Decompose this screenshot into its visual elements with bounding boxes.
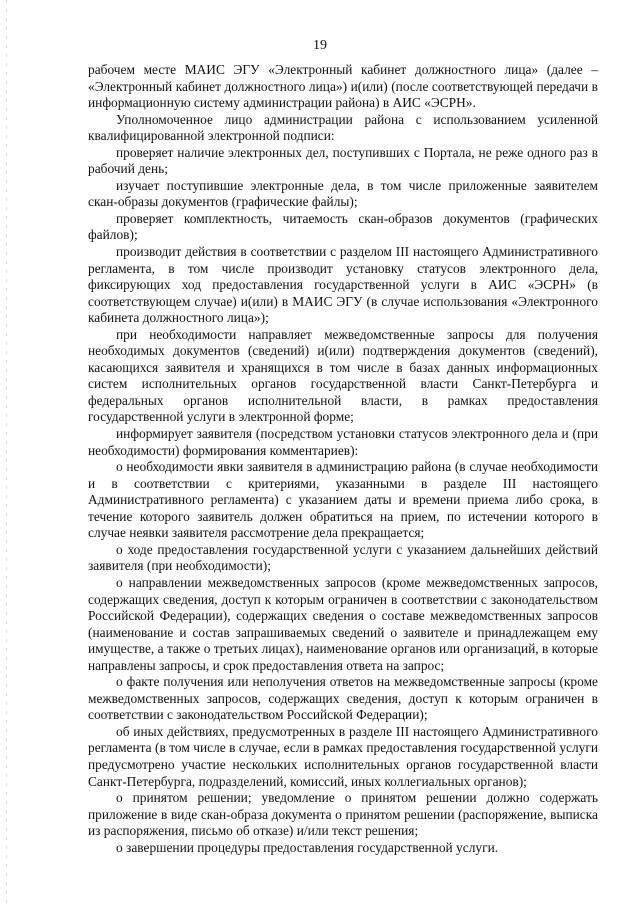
paragraph: о завершении процедуры предоставления государственной услуги.	[116, 839, 499, 855]
paragraph: проверяет комплектность, читаемость скан-образов документов (графических файлов);	[88, 210, 598, 243]
paragraph: о принятом решении; уведомление о принятом решении должно содержать приложение в виде скан-образа документа о принятом решении (распоряжение, выписка из распоряжения, письмо об отказе) и/или текст решения;	[88, 790, 598, 839]
paragraph: Уполномоченное лицо администрации района с использованием усиленной квалифицированной электронной подписи:	[88, 111, 598, 144]
document-body	[88, 62, 598, 856]
paragraph: изучает поступившие электронные дела, в том числе приложенные заявителем скан-образы документов (графические файлы);	[88, 177, 598, 210]
paragraph: о ходе предоставления государственной услуги с указанием дальнейших действий заявителя (при необходимости);	[88, 541, 598, 574]
paragraph: при необходимости направляет межведомственные запросы для получения необходимых документов (сведений) и(или) подтверждения документов (сведений), касающихся заявителя и хранящихся в том числе в базах данных информационных систем исполнительных органов государственной власти Санкт-Петербурга и федеральных органов исполнительной власти, в рамках предоставления государственной услуги в электронной форме;	[88, 326, 598, 425]
page-number: 19	[313, 38, 327, 53]
paragraph: производит действия в соответствии с разделом III настоящего Административного регламента, в том числе производит установку статусов электронного дела, фиксирующих ход предоставления государственной услуги в АИС «ЭСРН» (в соответствующем случае) и(или) в МАИС ЭГУ (в случае использования «Электронного кабинета должностного лица»);	[88, 244, 598, 326]
scan-edge-artifact	[6, 0, 7, 905]
paragraph: о необходимости явки заявителя в администрацию района (в случае необходимости и в соответствии с критериями, указанными в разделе III настоящего Административного регламента) с указанием даты и времени приема либо срока, в течение которого заявитель должен обратиться на прием, по истечении которого в случае неявки заявителя рассмотрение дела прекращается;	[88, 459, 598, 541]
paragraph: информирует заявителя (посредством установки статусов электронного дела и (при необходимости) формирования комментариев):	[88, 426, 598, 458]
paragraph: об иных действиях, предусмотренных в разделе III настоящего Административного регламента (в том числе в случае, если в рамках предоставления государственной услуги предусмотрено участие нескольких исполнительных органов государственной власти Санкт-Петербурга, подразделений, комиссий, иных коллегиальных органов);	[88, 723, 598, 789]
paragraph: проверяет наличие электронных дел, поступивших с Портала, не реже одного раз в рабочий день;	[88, 144, 598, 177]
paragraph-continuation: рабочем месте МАИС ЭГУ «Электронный кабинет должностного лица» (далее – «Электронный кабинет должностного лица») и(или) (после соответствующей передачи в информационную систему администрации района) в АИС «ЭСРН».	[88, 62, 598, 111]
paragraph: о факте получения или неполучения ответов на межведомственные запросы (кроме межведомственных запросов, содержащих сведения, доступ к которым ограничен в соответствии с законодательством Российской Федерации);	[88, 674, 598, 723]
paragraph: о направлении межведомственных запросов (кроме межведомственных запросов, содержащих сведения, доступ к которым ограничен в соответствии с законодательством Российской Федерации), содержащих сведения о составе межведомственных запросов (наименование и состав запрашиваемых сведений о заявителе и принадлежащем ему имуществе, а также о третьих лицах), наименование органов или организаций, в которые направлены запросы, и срок предоставления ответа на запрос;	[88, 574, 598, 673]
